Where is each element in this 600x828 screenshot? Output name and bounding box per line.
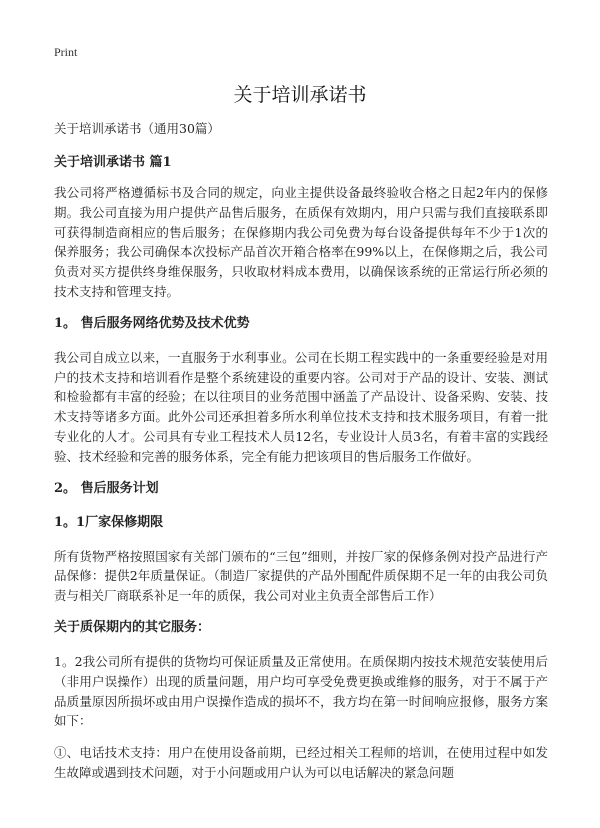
paragraph-company-advantages: 我公司自成立以来，一直服务于水利事业。公司在长期工程实践中的一条重要经验是对用户的技术支持和培训看作是整个系统建设的重要内容。公司对于产品的设计、安装、测试和检验都有丰富的经验；在以往项目的业务范围中涵盖了产品设计、设备采购、安装、技术支持等诸多方面。此外公司还承担着多所水利单位技术支持和技术服务项目，有着一批专业化的人才。公司具有专业工程技术人员12名，专业设计人员3名，有着丰富的实践经验、技术经验和完善的服务体系，完全有能力把该项目的售后服务工作做好。 (54, 349, 548, 464)
print-link[interactable]: Print (54, 45, 78, 59)
heading-service-plan: 2。 售后服务计划 (54, 480, 159, 496)
paragraph-phone-support: ①、电话技术支持：用户在使用设备前期，已经过相关工程师的培训，在使用过程中如发生故障或遇到技术问题，对于小问题或用户认为可以电话解决的紧急问题 (54, 745, 548, 780)
document-body (54, 119, 548, 783)
heading-warranty-period: 1。1厂家保修期限 (54, 514, 164, 530)
paragraph-three-guarantees: 所有货物严格按照国家有关部门颁布的“三包”细则，并按厂家的保修条例对投产品进行产品保修：提供2年质量保证。（制造厂家提供的产品外围配件质保期不足一年的由我公司负责与相关厂商联系补足一年的质保，我公司对业主负责全部售后工作） (54, 548, 548, 604)
section-title-1: 关于培训承诺书 篇1 (54, 155, 172, 170)
document-title: 关于培训承诺书 (233, 84, 367, 106)
document-subtitle: 关于培训承诺书（通用30篇） (54, 121, 220, 136)
paragraph-warranty: 我公司将严格遵循标书及合同的规定，向业主提供设备最终验收合格之日起2年内的保修期。我公司直接为用户提供产品售后服务，在质保有效期内，用户只需与我们直接联系即可获得制造商相应的售后服务；在保修期内我公司免费为每台设备提供每年不少于1次的保养服务；我公司确保本次投标产品首次开箱合格率在99%以上，在保修期之后，我公司负责对买方提供终身维保服务，只收取材料成本费用，以确保该系统的正常运行所必须的技术支持和管理支持。 (54, 185, 548, 299)
heading-other-services: 关于质保期内的其它服务： (54, 619, 211, 635)
heading-service-network: 1。 售后服务网络优势及技术优势 (54, 315, 250, 331)
paragraph-quality-assurance: 1。2我公司所有提供的货物均可保证质量及正常使用。在质保期内按技术规范安装使用后（非用户误操作）出现的质量问题，用户均可享受免费更换或维修的服务，对于不属于产品质量原因所损坏或由用户误操作造成的损坏不，我方均在第一时间响应报修，服务方案如下： (54, 653, 548, 729)
